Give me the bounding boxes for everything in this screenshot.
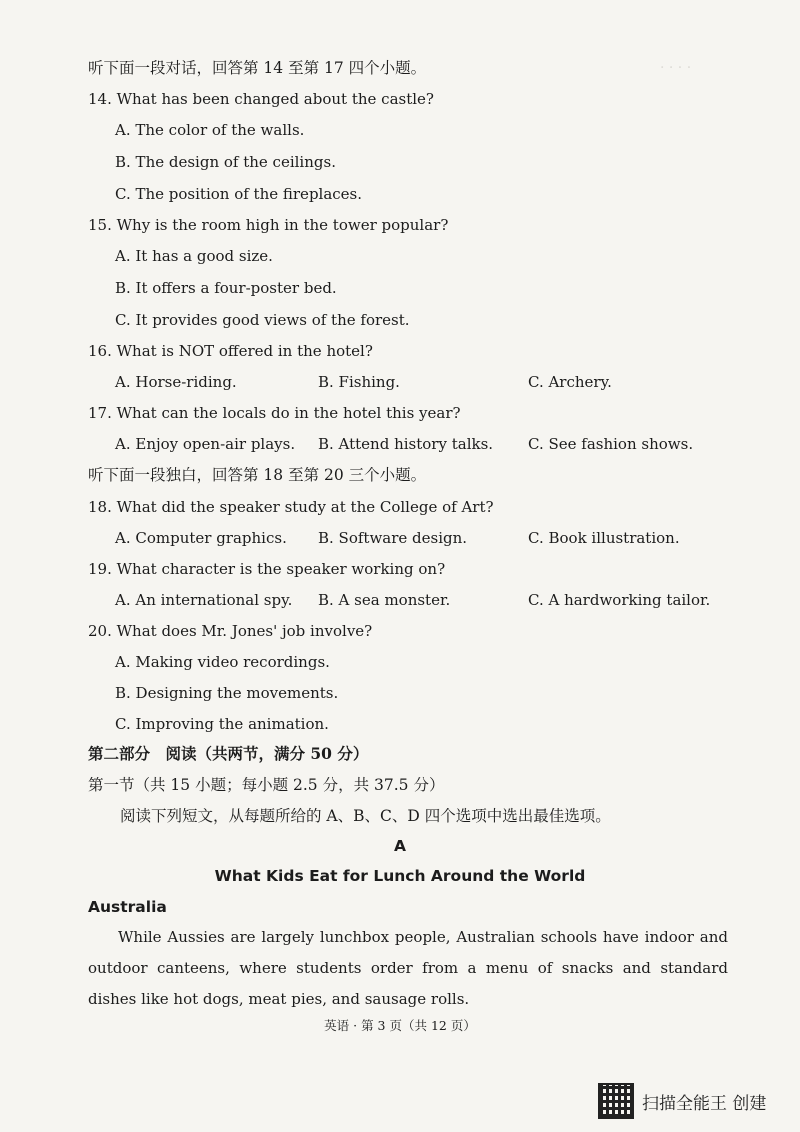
bleed-through-text: · · · · xyxy=(660,60,692,76)
watermark-text: 扫描全能王 创建 xyxy=(642,1093,767,1114)
question-17: 17. What can the locals do in the hotel this year? xyxy=(88,404,461,422)
q16-option-b: B. Fishing. xyxy=(318,373,400,391)
question-14: 14. What has been changed about the castle? xyxy=(88,90,434,108)
q18-option-a: A. Computer graphics. xyxy=(115,529,287,547)
q19-option-a: A. An international spy. xyxy=(115,591,293,609)
q17-option-a: A. Enjoy open-air plays. xyxy=(115,435,296,453)
q20-option-c: C. Improving the animation. xyxy=(115,715,329,733)
q14-option-a: A. The color of the walls. xyxy=(115,121,305,139)
q15-option-a: A. It has a good size. xyxy=(115,247,273,265)
q20-option-a: A. Making video recordings. xyxy=(115,653,330,671)
q19-option-b: B. A sea monster. xyxy=(318,591,451,609)
q17-option-b: B. Attend history talks. xyxy=(318,435,494,453)
part-two-title: 第二部分 阅读（共两节，满分 50 分） xyxy=(88,744,369,763)
listening-intro-2: 听下面一段独白，回答第 18 至第 20 三个小题。 xyxy=(88,466,427,484)
q14-option-b: B. The design of the ceilings. xyxy=(115,153,336,171)
question-19: 19. What character is the speaker working on? xyxy=(88,560,446,578)
reading-instruction: 阅读下列短文，从每题所给的 A、B、C、D 四个选项中选出最佳选项。 xyxy=(120,807,611,825)
section-one-title: 第一节（共 15 小题；每小题 2.5 分，共 37.5 分） xyxy=(88,776,445,794)
passage-title: What Kids Eat for Lunch Around the World xyxy=(214,867,586,885)
qr-code-icon xyxy=(598,1083,634,1119)
passage-paragraph: While Aussies are largely lunchbox people, Australian schools have indoor and outdoor canteens, where students order from a menu of snacks and standard dishes like hot dogs, meat pies, and sausage rolls. xyxy=(88,928,728,1008)
question-18: 18. What did the speaker study at the College of Art? xyxy=(88,498,494,516)
q17-option-c: C. See fashion shows. xyxy=(528,435,694,453)
q16-option-a: A. Horse-riding. xyxy=(115,373,237,391)
q18-option-c: C. Book illustration. xyxy=(528,529,680,547)
question-15: 15. Why is the room high in the tower popular? xyxy=(88,216,449,234)
question-16: 16. What is NOT offered in the hotel? xyxy=(88,342,373,360)
listening-intro-1: 听下面一段对话，回答第 14 至第 17 四个小题。 xyxy=(88,59,427,77)
q15-option-c: C. It provides good views of the forest. xyxy=(115,311,410,329)
passage-letter: A xyxy=(394,837,406,855)
q19-option-c: C. A hardworking tailor. xyxy=(528,591,711,609)
subheading-australia: Australia xyxy=(88,898,167,916)
q15-option-b: B. It offers a four-poster bed. xyxy=(115,279,337,297)
question-20: 20. What does Mr. Jones' job involve? xyxy=(88,622,373,640)
q14-option-c: C. The position of the fireplaces. xyxy=(115,185,363,203)
q18-option-b: B. Software design. xyxy=(318,529,468,547)
q16-option-c: C. Archery. xyxy=(528,373,612,391)
page-footer: 英语 · 第 3 页（共 12 页） xyxy=(324,1018,476,1033)
scanner-watermark xyxy=(598,1083,766,1119)
q20-option-b: B. Designing the movements. xyxy=(115,684,339,702)
